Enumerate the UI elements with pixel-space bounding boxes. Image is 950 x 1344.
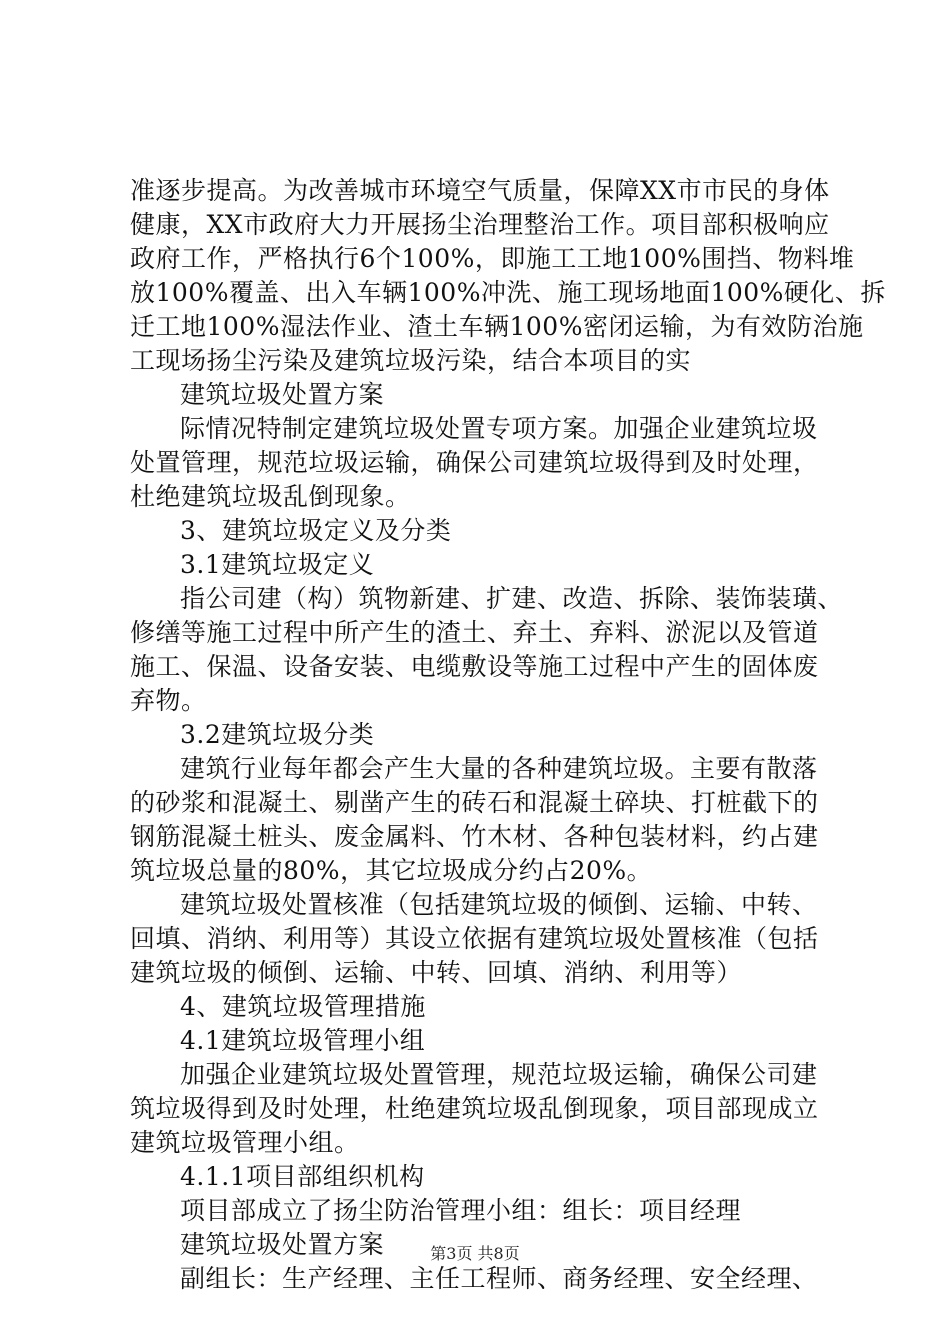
text-line: 放100%覆盖、出入车辆100%冲洗、施工现场地面100%硬化、拆 — [130, 278, 886, 307]
text-line: 项目部成立了扬尘防治管理小组：组长：项目经理 — [180, 1196, 742, 1225]
text-line: 建筑垃圾处置核准（包括建筑垃圾的倾倒、运输、中转、 — [180, 890, 818, 919]
text-line: 建筑垃圾管理小组。 — [130, 1128, 360, 1157]
section-heading: 建筑垃圾处置方案 — [180, 1230, 385, 1259]
text-line: 修缮等施工过程中所产生的渣土、弃土、弃料、淤泥以及管道 — [130, 618, 819, 647]
text-line: 处置管理，规范垃圾运输，确保公司建筑垃圾得到及时处理， — [130, 448, 819, 477]
text-line: 工现场扬尘污染及建筑垃圾污染，结合本项目的实 — [130, 346, 692, 375]
section-heading: 4、建筑垃圾管理措施 — [180, 992, 426, 1021]
text-line: 筑垃圾得到及时处理，杜绝建筑垃圾乱倒现象，项目部现成立 — [130, 1094, 819, 1123]
text-line: 回填、消纳、利用等）其设立依据有建筑垃圾处置核准（包括 — [130, 924, 819, 953]
section-heading: 3、建筑垃圾定义及分类 — [180, 516, 452, 545]
text-line: 指公司建（构）筑物新建、扩建、改造、拆除、装饰装璜、 — [180, 584, 844, 613]
text-line: 际情况特制定建筑垃圾处置专项方案。加强企业建筑垃圾 — [180, 414, 818, 443]
text-line: 筑垃圾总量的80%，其它垃圾成分约占20%。 — [130, 856, 653, 885]
text-line: 准逐步提高。为改善城市环境空气质量，保障XX市市民的身体 — [130, 176, 830, 205]
page-number-footer: 第3页 共8页 — [430, 1244, 520, 1263]
text-line: 加强企业建筑垃圾处置管理，规范垃圾运输，确保公司建 — [180, 1060, 818, 1089]
text-line: 建筑行业每年都会产生大量的各种建筑垃圾。主要有散落 — [180, 754, 818, 783]
document-body — [130, 174, 886, 1296]
text-line: 杜绝建筑垃圾乱倒现象。 — [130, 482, 411, 511]
text-line: 施工、保温、设备安装、电缆敷设等施工过程中产生的固体废 — [130, 652, 819, 681]
section-heading: 建筑垃圾处置方案 — [180, 380, 385, 409]
subsection-heading: 4.1.1项目部组织机构 — [180, 1162, 425, 1191]
text-line: 建筑垃圾的倾倒、运输、中转、回填、消纳、利用等） — [130, 958, 743, 987]
subsection-heading: 3.1建筑垃圾定义 — [180, 550, 375, 579]
text-line: 迁工地100%湿法作业、渣土车辆100%密闭运输，为有效防治施 — [130, 312, 864, 341]
text-line: 弃物。 — [130, 686, 207, 715]
text-line: 副组长：生产经理、主任工程师、商务经理、安全经理、 — [180, 1264, 818, 1293]
text-line: 钢筋混凝土桩头、废金属料、竹木材、各种包装材料，约占建 — [130, 822, 819, 851]
text-line: 政府工作，严格执行6个100%，即施工工地100%围挡、物料堆 — [130, 244, 855, 273]
text-line: 的砂浆和混凝土、剔凿产生的砖石和混凝土碎块、打桩截下的 — [130, 788, 819, 817]
subsection-heading: 3.2建筑垃圾分类 — [180, 720, 375, 749]
text-line: 健康，XX市政府大力开展扬尘治理整治工作。项目部积极响应 — [130, 210, 830, 239]
subsection-heading: 4.1建筑垃圾管理小组 — [180, 1026, 426, 1055]
